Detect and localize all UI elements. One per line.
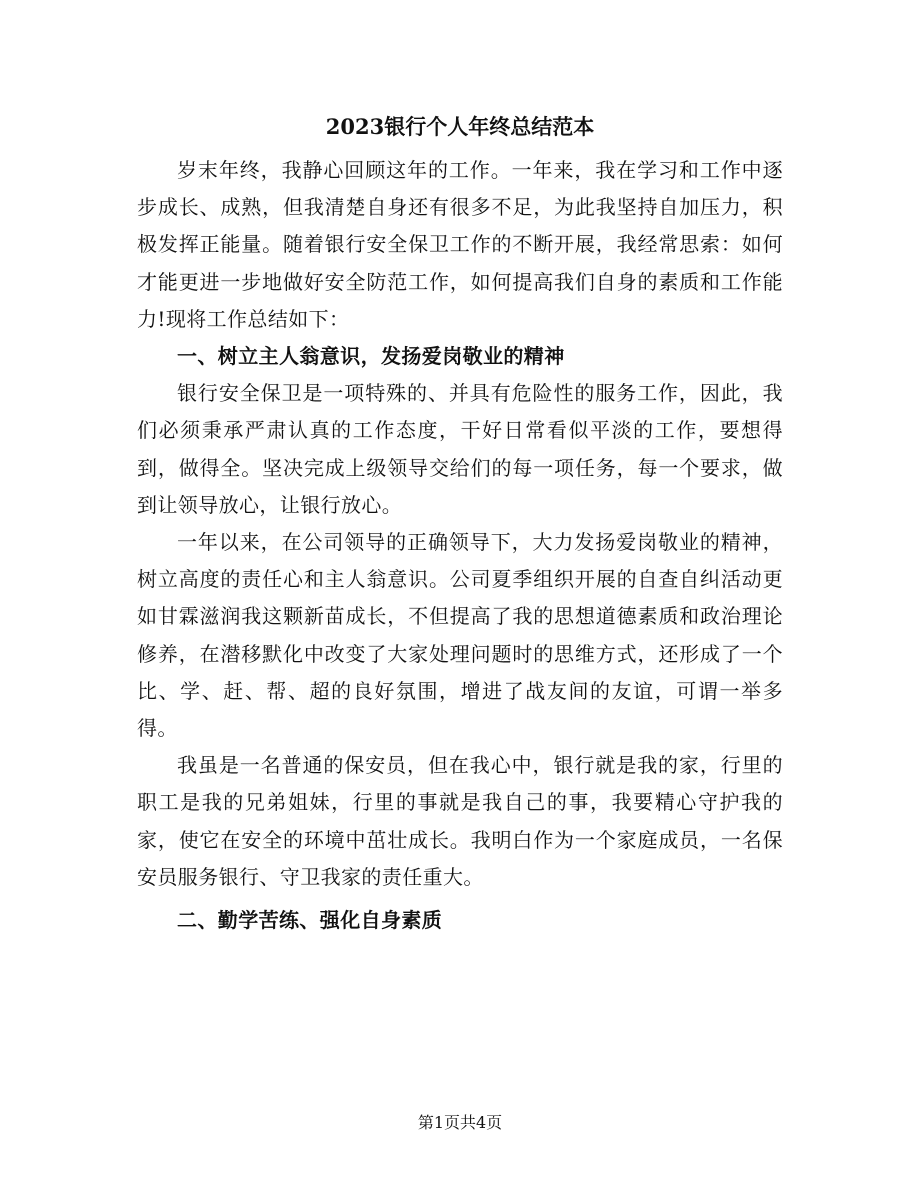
document-body xyxy=(137,152,783,939)
body-paragraph-2: 一年以来，在公司领导的正确领导下，大力发扬爱岗敬业的精神，树立高度的责任心和主人翁意识。公司夏季组织开展的自查自纠活动更如甘霖滋润我这颗新苗成长，不但提高了我的思想道德素质和政治理论修养，在潜移默化中改变了大家处理问题时的思维方式，还形成了一个比、学、赶、帮、超的良好氛围，增进了战友间的友谊，可谓一举多得。 xyxy=(137,530,783,741)
body-paragraph-3: 我虽是一名普通的保安员，但在我心中，银行就是我的家，行里的职工是我的兄弟姐妹，行里的事就是我自己的事，我要精心守护我的家，使它在安全的环境中茁壮成长。我明白作为一个家庭成员，一名保安员服务银行、守卫我家的责任重大。 xyxy=(137,753,783,889)
intro-paragraph: 岁末年终，我静心回顾这年的工作。一年来，我在学习和工作中逐步成长、成熟，但我清楚自身还有很多不足，为此我坚持自加压力，积极发挥正能量。随着银行安全保卫工作的不断开展，我经常思索：如何才能更进一步地做好安全防范工作，如何提高我们自身的素质和工作能力!现将工作总结如下： xyxy=(137,158,783,331)
section-heading-1: 一、树立主人翁意识，发扬爱岗敬业的精神 xyxy=(177,344,565,369)
body-paragraph-1: 银行安全保卫是一项特殊的、并具有危险性的服务工作，因此，我们必须秉承严肃认真的工作态度，干好日常看似平淡的工作，要想得到，做得全。坚决完成上级领导交给们的每一项任务，每一个要求，做到让领导放心，让银行放心。 xyxy=(137,381,783,517)
document-title: 2023银行个人年终总结范本 xyxy=(325,114,595,139)
page-number: 第1页共4页 xyxy=(417,1113,503,1132)
section-heading-2: 二、勤学苦练、强化自身素质 xyxy=(177,908,443,933)
